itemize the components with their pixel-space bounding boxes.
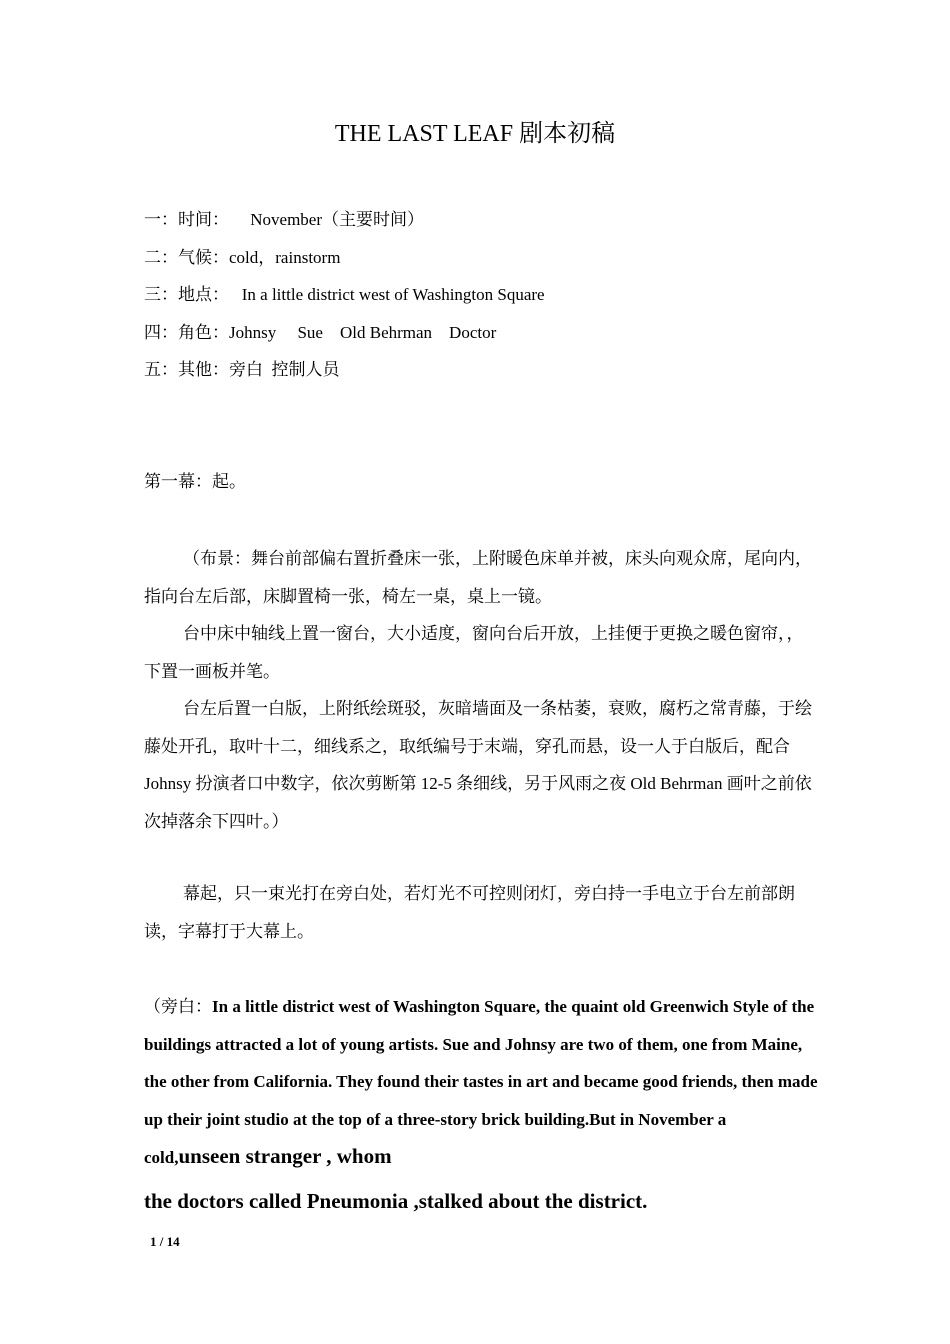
narration-last-line: the doctors called Pneumonia ,stalked about the district. (144, 1188, 648, 1213)
curtain-rise (144, 875, 812, 950)
stage-setting (144, 540, 812, 840)
meta-weather: 二：气候：cold，rainstorm (144, 247, 341, 267)
act-heading: 第一幕：起。 (144, 472, 246, 491)
script-metadata (144, 204, 545, 392)
narration-text: In a little district west of Washington Square, the quaint old Greenwich Style of the buildings attracted a lot of young artists. Sue and Johnsy are two of them, one from Maine, the other from California. They found their tastes in art and became good friends, then made up their joint studio at the top of a three-story brick building.But in November a cold, (144, 997, 818, 1167)
page-number: 1 / 14 (150, 1234, 180, 1249)
meta-location: 三：地点： In a little district west of Washington Square (144, 285, 545, 304)
setting-paragraph-2: 台中床中轴线上置一窗台，大小适度，窗向台后开放，上挂便于更换之暖色窗帘，，下置一画板并笔。 (144, 624, 804, 681)
setting-paragraph-3: 台左后置一白版，上附纸绘斑驳，灰暗墙面及一条枯萎，衰败，腐朽之常青藤，于绘藤处开孔，取叶十二，细线系之，取纸编号于末端，穿孔而悬，设一人于白版后，配合 Johnsy 扮演者口中数字，依次剪断第 12-5 条细线，另于风雨之夜 Old Behrman 画叶之前依次掉落余下四叶。） (144, 699, 812, 831)
setting-paragraph-1: （布景：舞台前部偏右置折叠床一张，上附暖色床单并被，床头向观众席，尾向内，指向台左后部，床脚置椅一张，椅左一桌，桌上一镜。 (144, 549, 812, 606)
meta-others: 五：其他：旁白 控制人员 (144, 360, 340, 379)
meta-characters: 四：角色：Johnsy Sue Old Behrman Doctor (144, 322, 497, 342)
narration (144, 988, 824, 1225)
curtain-paragraph: 幕起，只一束光打在旁白处，若灯光不可控则闭灯，旁白持一手电立于台左前部朗读，字幕打于大幕上。 (144, 884, 795, 941)
page-title: THE LAST LEAF 剧本初稿 (334, 121, 616, 147)
narration-text-large: unseen stranger , whom (178, 1144, 392, 1168)
meta-time: 一：时间： November（主要时间） (144, 210, 425, 229)
narration-lead: （旁白： (144, 997, 212, 1016)
